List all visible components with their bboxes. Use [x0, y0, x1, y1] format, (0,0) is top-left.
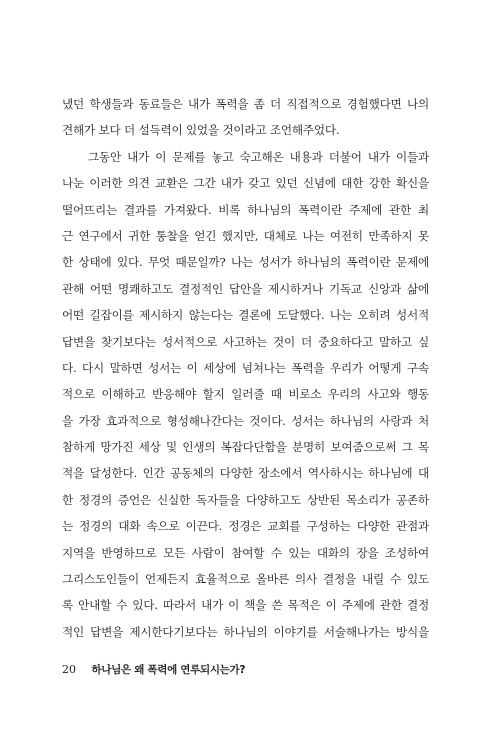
text-line: 한 상태에 있다. 무엇 때문일까? 나는 성서가 하나님의 폭력이란 문제에 [62, 255, 429, 270]
text-line: 관해 어떤 명쾌하고도 결정적인 답안을 제시하거나 기독교 신앙과 삶에 [62, 281, 429, 296]
body-text [62, 91, 429, 645]
text-line: 견해가 보다 더 설득력이 있었을 것이라고 조언해주었다. [62, 123, 340, 138]
text-line: 참하게 망가진 세상 및 인생의 복잡다단함을 분명히 보여줌으로써 그 목 [62, 440, 429, 455]
page-footer [62, 660, 245, 680]
text-line: 록 안내할 수 있다. 따라서 내가 이 책을 쓴 목적은 이 주제에 관한 결정 [62, 598, 429, 613]
text-line: 냈던 학생들과 동료들은 내가 폭력을 좀 더 직접적으로 경험했다면 나의 [62, 97, 429, 111]
text-line: 어떤 길잡이를 제시하지 않는다는 결론에 도달했다. 나는 오히려 성서적 [62, 308, 429, 323]
page-number: 20 [62, 663, 76, 676]
paragraph-first-line: 그동안 내가 이 문제를 놓고 숙고해온 내용과 더불어 내가 이들과 [88, 149, 429, 164]
running-title: 하나님은 왜 폭력에 연루되시는가? [91, 664, 246, 676]
text-line: 한 정경의 증언은 신실한 독자들을 다양하고도 상반된 목소리가 공존하 [62, 492, 429, 507]
text-line: 답변을 찾기보다는 성서적으로 사고하는 것이 더 중요하다고 말하고 싶 [62, 334, 429, 349]
text-line: 나눈 이러한 의견 교환은 그간 내가 갖고 있던 신념에 대한 강한 확신을 [62, 176, 429, 191]
text-line: 지역을 반영하므로 모든 사람이 참여할 수 있는 대화의 장을 조성하여 [62, 545, 429, 560]
text-line: 는 정경의 대화 속으로 이끈다. 정경은 교회를 구성하는 다양한 관점과 [62, 519, 429, 534]
text-line: 적으로 이해하고 반응해야 할지 일러줄 때 비로소 우리의 사고와 행동 [62, 387, 429, 402]
text-line: 떨어뜨리는 결과를 가져왔다. 비록 하나님의 폭력이란 주제에 관한 최 [62, 202, 429, 217]
text-line: 근 연구에서 귀한 통찰을 얻긴 했지만, 대체로 나는 여전히 만족하지 못 [62, 228, 429, 243]
text-line: 그리스도인들이 언제든지 효율적으로 올바른 의사 결정을 내릴 수 있도 [62, 572, 429, 587]
text-line: 적을 달성한다. 인간 공동체의 다양한 장소에서 역사하시는 하나님에 대 [62, 466, 429, 481]
text-line: 을 가장 효과적으로 형성해나간다는 것이다. 성서는 하나님의 사랑과 처 [62, 413, 429, 428]
text-line: 다. 다시 말하면 성서는 이 세상에 넘쳐나는 폭력을 우리가 어떻게 구속 [62, 360, 429, 375]
text-line: 적인 답변을 제시한다기보다는 하나님의 이야기를 서술해나가는 방식을 [62, 624, 429, 639]
